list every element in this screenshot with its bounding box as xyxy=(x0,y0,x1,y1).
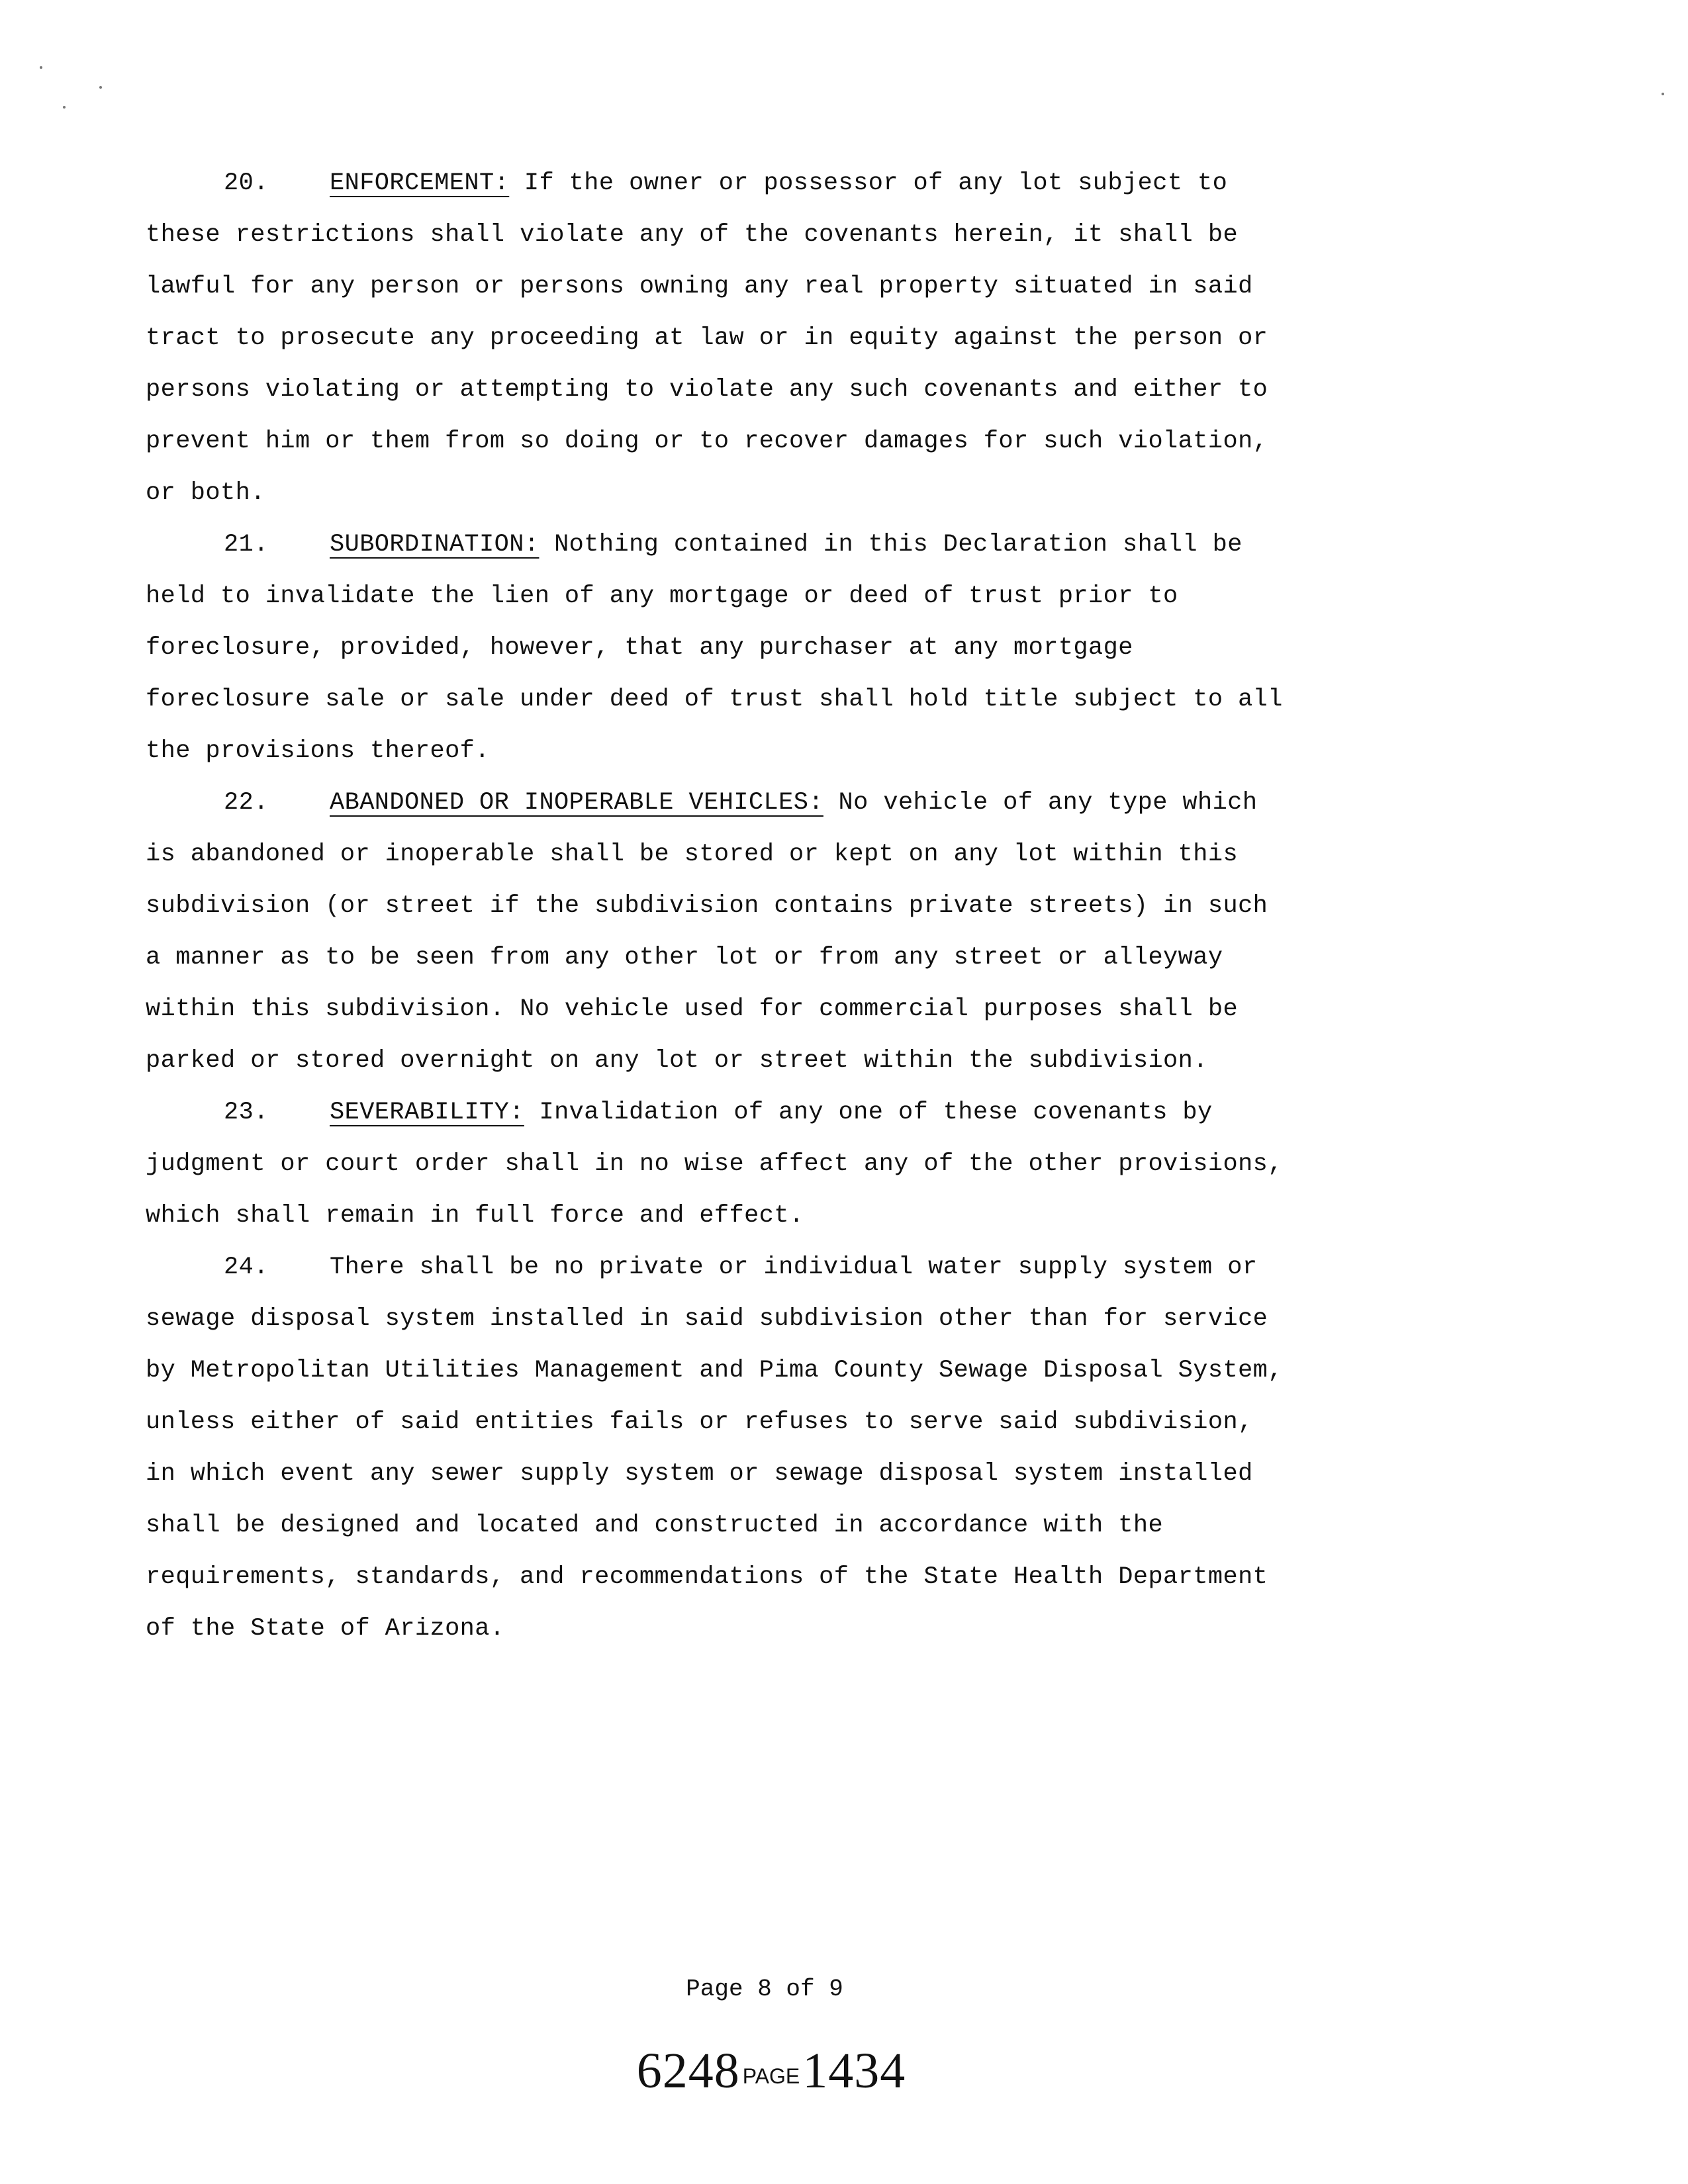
book-number: 6248 xyxy=(636,2043,740,2099)
scan-speck xyxy=(40,66,42,69)
section-24 xyxy=(146,1242,1284,1655)
section-text: Nothing contained in this Declaration shall be held to invalidate the lien of any mortgage or deed of trust prior to foreclosure, provided, however, that any purchaser at any mortgage foreclosure sale or sale under deed of trust shall hold title subject to all the provisions thereof. xyxy=(146,531,1283,765)
recorded-page-number: 1434 xyxy=(802,2043,906,2099)
section-text: There shall be no private or individual water supply system or sewage disposal system installed in said subdivision other than for service by Metropolitan Utilities Management and Pima County Sewage Disposal System, unless either of said entities fails or refuses to serve said subdivision, in which event any sewer supply system or sewage disposal system installed shall be designed and located and constructed in accordance with the requirements, standards, and recommendations of the State Health Department of the State of Arizona. xyxy=(146,1253,1283,1643)
scan-speck xyxy=(99,86,102,89)
recording-stamp xyxy=(0,2042,1615,2100)
section-number: 22. xyxy=(224,789,269,817)
section-text: No vehicle of any type which is abandoned or inoperable shall be stored or kept on any lot within this subdivision (or street if the subdivision contains private streets) in such a manner as to be seen from any other lot or from any street or alleyway within this subdivision. No vehicle used for commercial purposes shall be parked or stored overnight on any lot or street within the subdivision. xyxy=(146,789,1268,1075)
section-heading: SEVERABILITY: xyxy=(330,1099,524,1126)
section-text: Invalidation of any one of these covenants by judgment or court order shall in no wise affect any of the other provisions, which shall remain in full force and effect. xyxy=(146,1099,1283,1230)
section-number: 21. xyxy=(224,531,269,559)
section-21 xyxy=(146,519,1284,777)
section-text: If the owner or possessor of any lot subject to these restrictions shall violate any of the covenants herein, it shall be lawful for any person or persons owning any real property situated in said tract to prosecute any proceeding at law or in equity against the person or persons violating or attempting to violate any such covenants and either to prevent him or them from so doing or to recover damages for such violation, or both. xyxy=(146,169,1268,507)
page-number: Page 8 of 9 xyxy=(686,1976,843,2003)
section-number: 24. xyxy=(224,1253,269,1281)
section-number: 20. xyxy=(224,169,269,197)
document-body xyxy=(146,158,1284,1655)
scan-speck xyxy=(63,106,66,109)
section-heading: SUBORDINATION: xyxy=(330,531,539,559)
section-heading: ENFORCEMENT: xyxy=(330,169,510,197)
scan-speck xyxy=(1662,93,1664,95)
section-number: 23. xyxy=(224,1099,269,1126)
page-label: PAGE xyxy=(742,2064,800,2088)
section-20 xyxy=(146,158,1284,519)
section-23 xyxy=(146,1087,1284,1242)
section-heading: ABANDONED OR INOPERABLE VEHICLES: xyxy=(330,789,823,817)
section-22 xyxy=(146,777,1284,1087)
